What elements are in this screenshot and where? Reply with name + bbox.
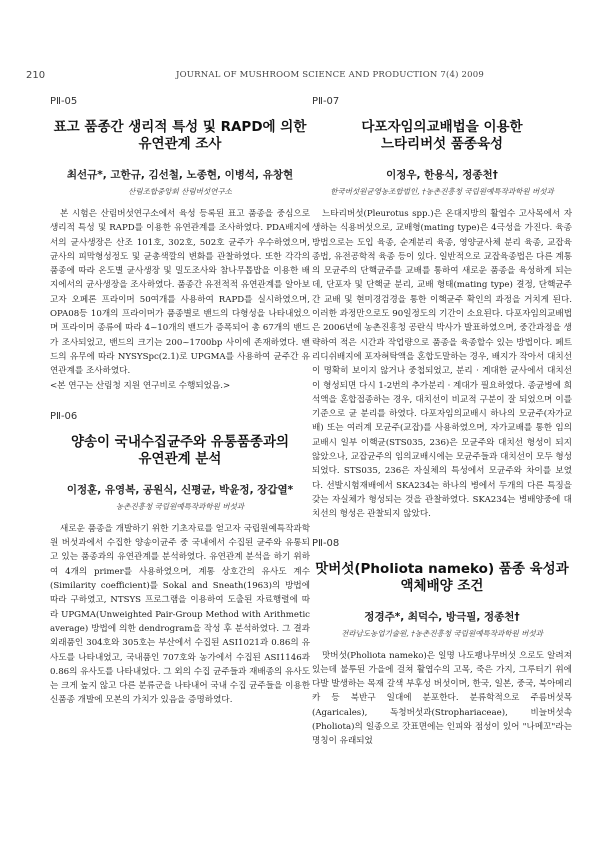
article-affiliation: 전라남도농업기술원, †농촌진흥청 국립원예특작과학원 버섯과 — [341, 628, 543, 638]
article-title — [312, 119, 572, 153]
funding-note: <본 연구는 산림청 지원 연구비로 수행되었음.> — [50, 380, 231, 391]
article-p2-05 — [50, 96, 310, 393]
article-code: PⅡ-05 — [50, 96, 78, 107]
article-title — [50, 119, 310, 153]
article-p2-08 — [312, 538, 572, 749]
article-authors: 정경주*, 최덕수, 방극필, 정종천† — [364, 610, 520, 623]
article-title — [50, 434, 310, 468]
article-affiliation: 농촌진흥청 국립원예특작과학원 버섯과 — [116, 501, 244, 511]
title-line: 양송이 국내수집균주와 유통품종과의 — [70, 433, 290, 450]
article-affiliation: 산림조합중앙회 산림버섯연구소 — [128, 187, 232, 196]
title-line: 유연관계 조사 — [138, 136, 222, 152]
article-abstract: 느타리버섯(Pleurotus spp.)은 온대지방의 활엽수 고사목에서 자생하는 식용버섯으로, 교배형(mating type)은 4극성을 가진다. 육종방법으로는 도입 육종, 순계분리 육종, 영양균사체 분리 육종, 교잡육종법, 유전공학적 육종 등이 있다. 일반적으로 교잡육종법은 다른 계통의 모균주의 단핵균주를 교배를 통하여 새로운 품종을 육성하게 되는데, 단포자 및 단핵균 분리, 교배 형태(mating type) 결정, 단핵균주간 교배 및 현미경검경을 통한 이핵균주 확인의 과정을 거치게 된다. 이러한 과정만으로도 90일정도의 기간이 소요된다. 다포자임의교배법은 2006년에 농촌진흥청 공란식 박사가 발표하였으며, 중간과정을 생략하여 적은 시간과 작업량으로 품종을 육종할수 있는 방법이다. 페트리디쉬배지에 포자혀탁액을 혼합도말하는 경우, 배지가 작아서 대치선이 명확히 보이지 않거나 중첩되었고, 분리 · 계대한 균사에서 대치선이 형성되면 다시 1-2번의 추가분리 · 계대가 필요하였다. 종균병에 희석액을 혼합접종하는 경우, 대치선이 비교적 구분이 잘 되었으며 이를 기준으로 균 분리를 하였다. 다포자임의교배시 하나의 모균주(자가교배) 또는 여러계 모균주(교잡)를 사용하였으며, 자가교배를 통한 임의교배시 일부 이핵균(STS035, 236)은 모균주와 대치선 형성이 되지 않았으나, 교잡균주의 임의교배시에는 모균주들과 대치선이 모두 형성되었다. STS035, 236은 자실체의 특성에서 모균주와 차이를 보였다. 선발시험재배에서 SKA234는 하나의 병에서 두개의 다른 특징을 갖는 자실체가 형성되는 것을 관찰하였다. SKA234는 병배양중에 대치선의 형성은 관찰되지 않았다. — [312, 209, 572, 520]
title-line: 표고 품종간 생리적 특성 및 RAPD에 의한 — [53, 119, 307, 135]
article-code: PⅡ-08 — [312, 537, 340, 549]
title-line: 유연관계 분석 — [138, 450, 222, 467]
article-affiliation: 한국버섯원균영농조합법인, †농촌진흥청 국립원예특작과학원 버섯과 — [330, 187, 554, 196]
title-line: 액체배양 조건 — [400, 577, 484, 594]
journal-title: JOURNAL OF MUSHROOM SCIENCE AND PRODUCTION 7(4) 2009 — [176, 70, 484, 80]
article-authors: 이정훈, 유영복, 공원식, 신평균, 박윤정, 장갑열* — [66, 483, 294, 496]
article-title — [312, 561, 572, 595]
article-p2-06 — [50, 411, 310, 708]
article-abstract: 본 시험은 산림버섯연구소에서 육성 등록된 표고 품종을 중심으로 생리적 특성 및 RAPD를 이용한 유연관계를 조사하였다. PDA배지에서의 균사생장은 산조 101호, 302호, 502호 균주가 우수하였으며, 균사의 피막형성정도 및 균총색깔의 변화를 관찰하였다. 또한 각각의 품종에 따라 온도별 균사생장 및 밀도조사와 참나무톱밥을 이용한 배지에서의 균사생장을 조사하였다. 품종간 유전적적 유연관계를 알아보고자 오페론 프라이머 50여개를 사용하여 RAPD를 실시하였으며, OPA08등 10개의 프라이머가 품종별로 밴드의 다형성을 나타내었으며 프라이머 종류에 따라 4~10개의 밴드가 증폭되어 총 67개의 밴드가 조사되었고, 밴드의 크기는 200~1700bp 사이에 존재하였다. 밴드의 유무에 따라 NYSYSpc(2.1)로 UPGMA를 사용하여 균주간 유연관계를 조사하였다. — [50, 209, 310, 377]
article-abstract: 새로운 품종을 개발하기 위한 기초자료를 얻고자 국립원예특작과학원 버섯과에서 수집한 양송이균주 중 국내에서 수집된 균주와 유통되고 있는 품종과의 유연관계를 분석하였다. 유연관계 분석을 하기 위하여 4개의 primer를 사용하였으며, 계통 상호간의 유사도 계수(Similarity coefficient)를 Sokal and Sneath(1963)의 방법에 따라 구하였고, NTSYS 프로그램을 이용하여 도출된 자료행렬에 따라 UPGMA(Unweighted Pair-Group Method with Arithmetic average) 방법에 의한 dendrogram을 작성 후 분석하였다. 그 결과 외래품인 304호와 305호는 부산에서 수집된 ASI1021과 0.86의 유사도를 나타내었고, 국내품인 707호와 농가에서 수집된 ASI1146과 0.86의 유사도를 나타내었다. 그 외의 수집 균주들과 재배종의 유사도는 크게 높지 않고 다른 분류군을 나타내어 국내 수집 균주들을 이용한 신품종 개발에 모본의 가치가 있음을 증명하였다. — [50, 523, 310, 706]
article-p2-07 — [312, 96, 572, 522]
title-line: 다포자임의교배법을 이용한 — [361, 119, 523, 135]
title-line: 느타리버섯 품종육성 — [380, 136, 504, 152]
right-column — [312, 96, 572, 749]
article-code: PⅡ-06 — [50, 410, 78, 422]
page-number: 210 — [26, 70, 46, 81]
article-code: PⅡ-07 — [312, 96, 340, 107]
article-abstract: 맛버섯(Pholiota nameko)은 일명 나도팽나무버섯 으로도 알려져 있는데 불투된 가을에 걸쳐 활엽수의 고목, 죽은 가지, 그루터기 위에 다발 발생하는 목재 갈색 부후성 버섯이며, 한국, 일본, 중국, 북아메리카 등 북반구 일대에 분포한다. 분류학적으로 주름버섯목(Agaricales), 독청버섯과(Strophariaceae), 비늘버섯속(Pholiota)의 일종으로 갓표면에는 인피와 점성이 있어 "나메꼬"라는 명칭이 유래되었 — [312, 650, 572, 747]
title-line: 맛버섯(Pholiota nameko) 품종 육성과 — [315, 560, 569, 577]
left-column — [50, 96, 310, 708]
article-authors: 최선규*, 고한규, 김선철, 노종현, 이병석, 유창현 — [66, 169, 294, 181]
section-gap — [312, 522, 572, 538]
article-authors: 이정우, 한용식, 정종천† — [386, 169, 498, 181]
